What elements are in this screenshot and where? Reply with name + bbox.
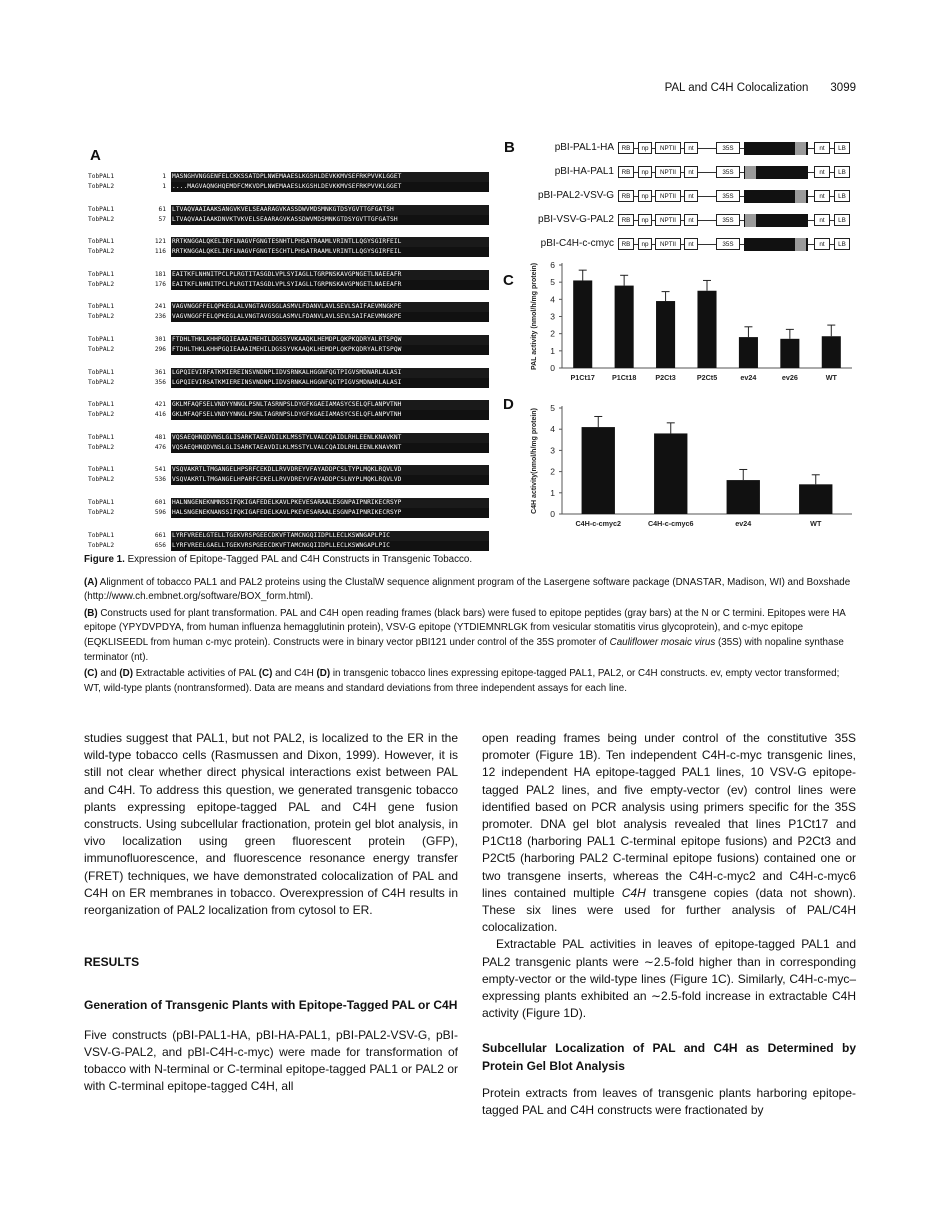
alignment-row <box>88 237 498 247</box>
sequence-name: TobPAL1 <box>88 368 115 376</box>
x-tick-label: ev24 <box>735 519 752 528</box>
subsection-heading: Subcellular Localization of PAL and C4H as Determined by Protein Gel Blot Analysis <box>482 1041 856 1073</box>
construct-name: pBI-PAL1-HA <box>554 142 614 153</box>
y-tick-label: 4 <box>550 294 555 305</box>
sequence-text: HALSNGENEKNANSSIFQKIGAFEDELKAVLPKEVESARAALESGNPAIPNRIKECRSYP <box>171 508 489 518</box>
sequence-text: VQSAEQHNQDVNSLGLISARKTAEAVDILKLMSSTYLVALCQAIDLRHLEENLKNAVKNT <box>171 433 489 443</box>
sequence-name: TobPAL1 <box>88 498 115 506</box>
alignment-row <box>88 508 498 518</box>
bar <box>822 336 841 368</box>
np-element: np <box>638 214 652 226</box>
body-column-left <box>84 730 458 1095</box>
sequence-alignment <box>88 172 498 563</box>
lb-element: LB <box>834 238 850 250</box>
body-paragraph: Protein extracts from leaves of transgenic plants harboring epitope-tagged PAL and C4H constructs were fractionated by <box>482 1085 856 1118</box>
construct-name: pBI-PAL2-VSV-G <box>538 190 614 201</box>
np-element: np <box>638 166 652 178</box>
residue-number: 536 <box>154 476 166 484</box>
residue-number: 661 <box>154 531 166 539</box>
bar <box>654 433 687 514</box>
sequence-text: MASNGHVNGGENFELCKKSSATDPLNWEMAAESLKGSHLDEVKKMVSEFRKPVVKLGGET <box>171 172 489 182</box>
sequence-text: VAGVNGGFFELQPKEGLALVNGTAVGSGLASMVLFDANVLAVLSEVLSAIFAEVMNGKPE <box>171 302 489 312</box>
residue-number: 121 <box>154 238 166 246</box>
residue-number: 481 <box>154 433 166 441</box>
sequence-name: TobPAL2 <box>88 443 115 451</box>
residue-number: 236 <box>154 313 166 321</box>
y-tick-label: 1 <box>550 487 555 498</box>
sequence-name: TobPAL2 <box>88 508 115 516</box>
alignment-row <box>88 433 498 443</box>
residue-number: 416 <box>154 411 166 419</box>
alignment-row <box>88 465 498 475</box>
x-tick-label: WT <box>825 373 837 382</box>
sequence-name: TobPAL2 <box>88 378 115 386</box>
sequence-text: LGPQIEVIRFATKMIEREINSVNDNPLIDVSRNKALHGGNFQGTPIGVSMDNARLALASI <box>171 368 489 378</box>
y-tick-label: 0 <box>550 509 555 519</box>
residue-number: 176 <box>154 280 166 288</box>
x-tick-label: C4H-c-cmyc2 <box>575 519 622 528</box>
body-paragraph: Extractable PAL activities in leaves of epitope-tagged PAL1 and PAL2 transgenic plants were ∼2.5-fold higher than in corresponding empty-vector or the wild-type lines (Figure 1C). Similarly, C4H-c-myc–expressing plants exhibited an ∼2.5-fold increase in extractable C4H activity (Figure 1D). <box>482 937 856 1021</box>
body-paragraph: open reading frames being under control of the constitutive 35S promoter (Figure 1B). Ten independent C4H-c-myc transgenic lines, 12 independent HA epitope-tagged PAL1 lines, 10 VSV-G epitope-tagged PAL2 lines, and five empty-vector (ev) control lines were identified based on PCR analysis using primers specific for the 35S promoter. DNA gel blot analysis revealed that lines P1Ct17 and P1Ct18 (harboring PAL1 C-terminal epitope fusions) and P2Ct3 and P2Ct5 (harboring PAL2 C-terminal epitope fusions) contained one or two transgene inserts, whereas the C4H-c-myc2 and C4H-c-myc6 lines contained multiple C4H transgene copies (data not shown). These six lines were used for further analysis of PAL/C4H colocalization. <box>482 731 856 935</box>
y-tick-label: 2 <box>550 466 555 477</box>
bar <box>780 339 799 368</box>
alignment-block <box>88 400 498 420</box>
sequence-name: TobPAL1 <box>88 173 115 180</box>
running-head <box>0 82 856 94</box>
rb-element: RB <box>618 238 634 250</box>
sequence-text: LYRFVREELGAELLTGEKVRSPGEECDKVFTAMCNGQIIDPLLECLKSWNGAPLPIC <box>171 541 489 551</box>
rb-element: RB <box>618 214 634 226</box>
sequence-name: TobPAL2 <box>88 411 115 419</box>
residue-number: 361 <box>154 368 166 376</box>
residue-number: 541 <box>154 466 166 474</box>
residue-number: 301 <box>154 335 166 343</box>
y-tick-label: 2 <box>550 328 555 339</box>
residue-number: 601 <box>154 498 166 506</box>
lb-element: LB <box>834 190 850 202</box>
sequence-text: LTVAQVAAIAAKDNVKTVKVELSEAARAGVKASSDWVMDSMNKGTDSYGVTTGFGATSH <box>171 215 489 225</box>
bar <box>615 286 634 368</box>
promoter-35s: 35S <box>716 142 740 154</box>
nptii-element: NPTII <box>655 238 681 250</box>
rb-element: RB <box>618 190 634 202</box>
alignment-block <box>88 302 498 322</box>
alignment-row <box>88 443 498 453</box>
figure-caption <box>84 553 856 698</box>
x-tick-label: P2Ct5 <box>696 373 718 382</box>
sequence-text: LGPQIEVIRSATKMIEREINSVNDNPLIDVSRNKALHGGNFQGTPIGVSMDNARLALASI <box>171 378 489 388</box>
alignment-block <box>88 335 498 355</box>
residue-number: 57 <box>158 215 166 223</box>
sequence-text: VSQVAKRTLTMGANGELHPARFCEKELLRVVDREYVFAYADDPCSLNYPLMQKLRQVLVD <box>171 475 489 485</box>
body-paragraph: studies suggest that PAL1, but not PAL2, is localized to the ER in the wild-type tobacco cells (Rasmussen and Dixon, 1999). However, it is still not clear whether direct physical interactions exist between PAL and C4H. To address this question, we generated transgenic tobacco plants expressing epitope-tagged PAL and C4H gene fusion constructs. Using subcellular fractionation, protein gel blot analysis, in vivo localization using green fluorescent protein (GFP), immunofluorescence, and fluorescence resonance energy transfer (FRET) techniques, we have demonstrated colocalization of PAL and C4H on ER membranes in tobacco. Overexpression of C4H results in reorganization of PAL2 localization from cytosol to ER. <box>84 731 458 918</box>
y-tick-label: 0 <box>550 363 555 373</box>
x-tick-label: P1Ct17 <box>570 373 595 382</box>
caption-title: Figure 1. Expression of Epitope-Tagged PAL and C4H Constructs in Transgenic Tobacco. <box>84 554 473 565</box>
construct-name: pBI-HA-PAL1 <box>554 166 614 177</box>
nptii-element: NPTII <box>655 214 681 226</box>
y-tick-label: 6 <box>550 260 555 270</box>
alignment-block <box>88 368 498 388</box>
lb-element: LB <box>834 166 850 178</box>
x-tick-label: WT <box>810 519 822 528</box>
panel-c-letter: C <box>503 272 514 289</box>
epitope-tag-bar <box>745 214 756 227</box>
construct-name: pBI-VSV-G-PAL2 <box>538 214 614 225</box>
residue-number: 656 <box>154 541 166 549</box>
sequence-name: TobPAL1 <box>88 238 115 246</box>
sequence-name: TobPAL2 <box>88 313 115 321</box>
residue-number: 181 <box>154 270 166 278</box>
promoter-35s: 35S <box>716 238 740 250</box>
sequence-text: ....MAGVAQNGHQEMDFCMKVDPLNWEMAAESLKGSHLDEVKKMVSEFRKPVVKLGGET <box>171 182 489 192</box>
y-tick-label: 1 <box>550 345 555 356</box>
alignment-block <box>88 237 498 257</box>
y-axis-label: C4H activity(nmol/h/mg protein) <box>531 408 538 514</box>
residue-number: 356 <box>154 378 166 386</box>
residue-number: 476 <box>154 443 166 451</box>
page-number: 3099 <box>830 82 856 94</box>
nt-terminator: nt <box>814 142 830 154</box>
alignment-row <box>88 335 498 345</box>
c4h-activity-chart <box>520 396 856 536</box>
caption-a: (A) Alignment of tobacco PAL1 and PAL2 proteins using the ClustalW sequence alignment program of the Lasergene software package (DNASTAR, Madison, WI) and Boxshade (http://www.ch.embnet.org/software/BOX_form.html). <box>84 576 851 603</box>
bar <box>573 280 592 368</box>
alignment-block <box>88 270 498 290</box>
panel-d-letter: D <box>503 396 514 413</box>
epitope-tag-bar <box>795 142 806 155</box>
panel-b-letter: B <box>504 139 515 156</box>
alignment-row <box>88 345 498 355</box>
x-tick-label: P2Ct3 <box>655 373 676 382</box>
sequence-name: TobPAL1 <box>88 401 115 409</box>
sequence-text: FTDHLTHKLKHHPGQIEAAAIMEHILDGSSYVKAAQKLHEMDPLQKPKQDRYALRTSPQW <box>171 345 489 355</box>
alignment-row <box>88 531 498 541</box>
sequence-name: TobPAL1 <box>88 335 115 343</box>
residue-number: 241 <box>154 303 166 311</box>
alignment-block <box>88 205 498 225</box>
sequence-text: EAITKFLNHNITPCLPLRGTITASGDLVPLSYIAGLLTGRPNSKAVGPNGETLNAEEAFR <box>171 270 489 280</box>
alignment-row <box>88 215 498 225</box>
alignment-row <box>88 172 498 182</box>
nt-element: nt <box>684 238 698 250</box>
nt-element: nt <box>684 214 698 226</box>
alignment-row <box>88 182 498 192</box>
sequence-name: TobPAL2 <box>88 183 115 190</box>
nt-element: nt <box>684 142 698 154</box>
epitope-tag-bar <box>745 166 756 179</box>
sequence-text: VSQVAKRTLTMGANGELHPSRFCEKDLLRVVDREYVFAYADDPCSLTYPLMQKLRQVLVD <box>171 465 489 475</box>
x-tick-label: C4H-c-cmyc6 <box>647 519 694 528</box>
sequence-name: TobPAL2 <box>88 280 115 288</box>
sequence-name: TobPAL1 <box>88 303 115 311</box>
np-element: np <box>638 142 652 154</box>
sequence-name: TobPAL1 <box>88 270 115 278</box>
caption-b: (B) Constructs used for plant transformation. PAL and C4H open reading frames (black bars) were fused to epitope peptides (gray bars) at the N or C termini. Epitopes were HA epitope (YPYDVPDYA, from human influenza hemagglutinin protein), VSV-G epitope (YTDIEMNRLGK from vesicular stomatitis virus glycoprotein), and c-myc epitope (EQKLISEEDL from human c-myc protein). Constructs were in binary vector pBI121 under control of the 35S promoter of Cauliflower mosaic virus (35S) with nopaline synthase terminator (nt). <box>84 607 846 663</box>
nt-terminator: nt <box>814 190 830 202</box>
epitope-tag-bar <box>795 238 806 251</box>
sequence-text: EAITKFLNHNITPCLPLRGTITASGDLVPLSYIAGLLTGRPNSKAVGPNGETLNAEEAFR <box>171 280 489 290</box>
alignment-row <box>88 302 498 312</box>
promoter-35s: 35S <box>716 166 740 178</box>
lb-element: LB <box>834 214 850 226</box>
residue-number: 296 <box>154 345 166 353</box>
nptii-element: NPTII <box>655 190 681 202</box>
sequence-name: TobPAL2 <box>88 345 115 353</box>
construct-diagram <box>510 140 856 252</box>
alignment-row <box>88 205 498 215</box>
sequence-name: TobPAL2 <box>88 248 115 256</box>
pal-activity-chart <box>520 256 856 396</box>
bar <box>582 427 615 514</box>
residue-number: 1 <box>162 183 166 190</box>
residue-number: 61 <box>158 205 166 213</box>
subsection-heading: Generation of Transgenic Plants with Epitope-Tagged PAL or C4H <box>84 998 458 1013</box>
nt-terminator: nt <box>814 238 830 250</box>
y-tick-label: 4 <box>550 424 555 435</box>
sequence-text: RRTKNGGALQKELIRFLNAGVFGNGTESNHTLPHSATRAAMLVRINTLLQGYSGIRFEIL <box>171 237 489 247</box>
caption-cd: (C) and (D) Extractable activities of PAL (C) and C4H (D) in transgenic tobacco lines expressing epitope-tagged PAL1, PAL2, or C4H constructs. ev, empty vector transformed; WT, wild-type plants (nontransformed). Data are means and standard deviations from three independent assays for each line. <box>84 668 840 694</box>
rb-element: RB <box>618 142 634 154</box>
sequence-name: TobPAL1 <box>88 466 115 474</box>
sequence-text: VAGVNGGFFELQPKEGLALVNGTAVGSGLASMVLFDANVLAVLSEVLSAIFAEVMNGKPE <box>171 312 489 322</box>
sequence-text: LYRFVREELGTELLTGEKVRSPGEECDKVFTAMCNGQIIDPLLECLKSWNGAPLPIC <box>171 531 489 541</box>
sequence-text: FTDHLTHKLKHHPGQIEAAAIMEHILDGSSYVKAAQKLHEMDPLQKPKQDRYALRTSPQW <box>171 335 489 345</box>
lb-element: LB <box>834 142 850 154</box>
construct-name: pBI-C4H-c-cmyc <box>540 238 614 249</box>
y-axis-label: PAL activity (nmol/h/mg protein) <box>531 262 538 371</box>
rb-element: RB <box>618 166 634 178</box>
residue-number: 1 <box>162 173 166 180</box>
body-column-right <box>482 730 856 1119</box>
alignment-row <box>88 368 498 378</box>
np-element: np <box>638 190 652 202</box>
sequence-name: TobPAL1 <box>88 433 115 441</box>
y-tick-label: 5 <box>550 277 555 288</box>
y-tick-label: 3 <box>550 445 555 456</box>
x-tick-label: P1Ct18 <box>611 373 637 382</box>
bar <box>739 337 758 368</box>
alignment-block <box>88 498 498 518</box>
sequence-text: VQSAEQHNQDVNSLGLISARKTAEAVDILKLMSSTYLVALCQAIDLRHLEENLKNAVKNT <box>171 443 489 453</box>
sequence-text: HALNNGENEKNMNSSIFQKIGAFEDELKAVLPKEVESARAALESGNPAIPNRIKECRSYP <box>171 498 489 508</box>
bar <box>727 480 760 514</box>
residue-number: 421 <box>154 401 166 409</box>
sequence-text: GKLMFAQFSELVNDYYNNGLPSNLTASRNPSLDYGFKGAEIAMASYCSELQFLANPVTNH <box>171 400 489 410</box>
nptii-element: NPTII <box>655 142 681 154</box>
promoter-35s: 35S <box>716 190 740 202</box>
y-tick-label: 3 <box>550 311 555 322</box>
alignment-row <box>88 400 498 410</box>
nt-terminator: nt <box>814 214 830 226</box>
bar <box>799 484 832 514</box>
alignment-row <box>88 541 498 551</box>
alignment-row <box>88 378 498 388</box>
promoter-35s: 35S <box>716 214 740 226</box>
sequence-text: GKLMFAQFSELVNDYYNNGLPSNLTAGRNPSLDYGFKGAEIAMASYCSELQFLANPVTNH <box>171 410 489 420</box>
alignment-block <box>88 531 498 551</box>
y-tick-label: 5 <box>550 403 555 413</box>
alignment-block <box>88 465 498 485</box>
sequence-text: LTVAQVAAIAAKSANGVKVELSEAARAGVKASSDWVMDSMNKGTDSYGVTTGFGATSH <box>171 205 489 215</box>
residue-number: 116 <box>154 248 166 256</box>
bar <box>656 301 675 368</box>
nt-terminator: nt <box>814 166 830 178</box>
sequence-name: TobPAL2 <box>88 476 115 484</box>
alignment-row <box>88 498 498 508</box>
sequence-name: TobPAL1 <box>88 531 115 539</box>
alignment-row <box>88 312 498 322</box>
residue-number: 596 <box>154 508 166 516</box>
alignment-block <box>88 433 498 453</box>
body-paragraph: Five constructs (pBI-PAL1-HA, pBI-HA-PAL1, pBI-PAL2-VSV-G, pBI-VSV-G-PAL2, and pBI-C4H-c-myc) were made for transformation of tobacco with N-terminal or C-terminal epitope-tagged PAL1 or PAL2 or with C-terminal epitope-tagged C4H, all <box>84 1027 458 1094</box>
sequence-name: TobPAL2 <box>88 541 115 549</box>
sequence-text: RRTKNGGALQKELIRFLNAGVFGNGTESCHTLPHSATRAAMLVRINTLLQGYSGIRFEIL <box>171 247 489 257</box>
np-element: np <box>638 238 652 250</box>
x-tick-label: ev26 <box>781 373 798 382</box>
nt-element: nt <box>684 166 698 178</box>
alignment-row <box>88 475 498 485</box>
epitope-tag-bar <box>795 190 806 203</box>
running-title: PAL and C4H Colocalization <box>664 82 809 94</box>
alignment-row <box>88 247 498 257</box>
panel-a-letter: A <box>90 147 101 164</box>
alignment-block <box>88 172 498 192</box>
bar <box>697 291 716 368</box>
sequence-name: TobPAL1 <box>88 205 115 213</box>
nt-element: nt <box>684 190 698 202</box>
x-tick-label: ev24 <box>740 373 757 382</box>
section-heading-results: RESULTS <box>84 955 140 970</box>
sequence-name: TobPAL2 <box>88 215 115 223</box>
alignment-row <box>88 410 498 420</box>
nptii-element: NPTII <box>655 166 681 178</box>
alignment-row <box>88 280 498 290</box>
alignment-row <box>88 270 498 280</box>
